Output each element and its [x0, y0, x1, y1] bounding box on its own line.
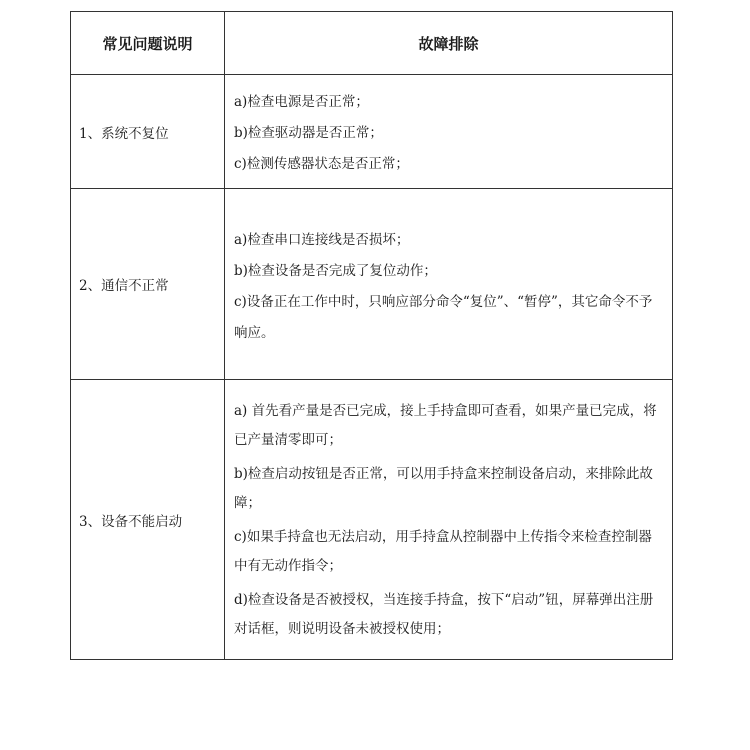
- fix-item: d)检查设备是否被授权，当连接手持盒，按下“启动”钮，屏幕弹出注册对话框，则说明设备未被授权使用；: [234, 592, 654, 637]
- fix-cell: [225, 189, 673, 380]
- table-row: [71, 189, 673, 380]
- fix-cell: [225, 75, 673, 189]
- fix-item: a)检查电源是否正常；: [234, 94, 369, 110]
- fix-item: a) 首先看产量是否已完成，接上手持盒即可查看，如果产量已完成，将已产量清零即可；: [234, 403, 657, 448]
- fix-item: c)检测传感器状态是否正常；: [234, 156, 409, 172]
- fix-item: b)检查设备是否完成了复位动作；: [234, 263, 437, 279]
- header-issue: 常见问题说明: [71, 12, 225, 75]
- table-header-row: [71, 12, 673, 75]
- troubleshooting-table: [70, 11, 673, 660]
- fix-item: c)如果手持盒也无法启动，用手持盒从控制器中上传指令来检查控制器中有无动作指令；: [234, 529, 652, 574]
- issue-cell: 1、系统不复位: [71, 75, 225, 189]
- issue-cell: 2、通信不正常: [71, 189, 225, 380]
- table-row: [71, 380, 673, 660]
- fix-item: b)检查驱动器是否正常；: [234, 125, 383, 141]
- issue-cell: 3、设备不能启动: [71, 380, 225, 660]
- table-row: [71, 75, 673, 189]
- fix-item: b)检查启动按钮是否正常，可以用手持盒来控制设备启动，来排除此故障；: [234, 466, 653, 511]
- fix-cell: [225, 380, 673, 660]
- fix-item: a)检查串口连接线是否损坏；: [234, 232, 410, 248]
- fix-item: c)设备正在工作中时，只响应部分命令“复位”、“暂停”，其它命令不予响应。: [234, 294, 653, 341]
- header-fix: 故障排除: [225, 12, 673, 75]
